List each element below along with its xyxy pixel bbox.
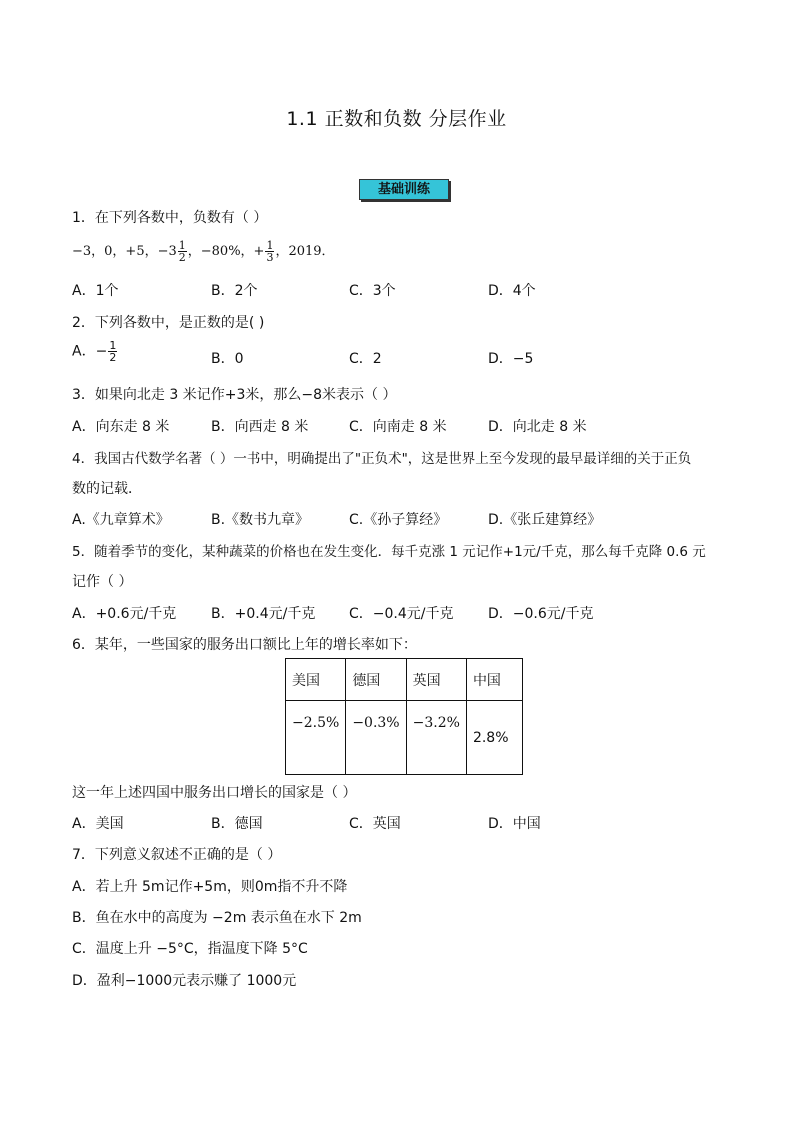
q1-numbers-part-c: ，2019． <box>275 244 335 259</box>
q4-option-c: C.《孙子算经》 <box>349 512 448 528</box>
q1-frac1-numerator: 1 <box>178 239 186 252</box>
table-header-uk: 英国 <box>406 659 466 701</box>
q6-option-a: A．美国 <box>72 816 124 832</box>
q6-option-b: B．德国 <box>211 816 263 832</box>
table-value-usa: −2.5% <box>286 701 346 775</box>
q7-option-c: C．温度上升 −5°C，指温度下降 5°C <box>72 941 308 957</box>
q2-option-a <box>72 340 118 363</box>
q5-option-c: C．−0.4元/千克 <box>349 606 454 622</box>
table-header-row <box>286 659 523 701</box>
q2-option-a-fraction <box>108 340 117 363</box>
q1-fraction-1 <box>178 240 187 263</box>
table-value-uk: −3.2% <box>406 701 466 775</box>
question-6-question: 这一年上述四国中服务出口增长的国家是（ ） <box>72 785 357 801</box>
table-header-china: 中国 <box>466 659 522 701</box>
q1-frac1-denominator: 2 <box>178 251 186 264</box>
q1-option-c: C．3个 <box>349 283 396 299</box>
table-value-row <box>286 701 523 775</box>
page-title: 1.1 正数和负数 分层作业 <box>286 108 507 130</box>
question-1-numbers <box>72 240 335 263</box>
q3-option-d: D．向北走 8 米 <box>488 419 587 435</box>
question-6-stem: 6．某年，一些国家的服务出口额比上年的增长率如下： <box>72 637 417 653</box>
question-5-stem-line1: 5．随着季节的变化，某种蔬菜的价格也在发生变化．每千克涨 1 元记作+1元/千克，那么每千克降 0.6 元 <box>72 544 706 560</box>
q1-frac2-denominator: 3 <box>266 251 274 264</box>
question-2-stem: 2．下列各数中，是正数的是( ) <box>72 315 265 331</box>
question-4-stem-line2: 数的记载． <box>72 481 142 497</box>
q3-option-b: B．向西走 8 米 <box>211 419 309 435</box>
q1-option-b: B．2个 <box>211 283 258 299</box>
q1-option-d: D．4个 <box>488 283 536 299</box>
q2-frac-numerator: 1 <box>109 339 117 352</box>
q4-option-b: B.《数书九章》 <box>211 512 310 528</box>
q5-option-b: B．+0.4元/千克 <box>211 606 316 622</box>
q5-option-a: A．+0.6元/千克 <box>72 606 177 622</box>
q2-option-b: B．0 <box>211 351 244 367</box>
q5-option-d: D．−0.6元/千克 <box>488 606 594 622</box>
q6-option-d: D．中国 <box>488 816 541 832</box>
question-7-stem: 7．下列意义叙述不正确的是（ ） <box>72 847 282 863</box>
q3-option-c: C．向南走 8 米 <box>349 419 447 435</box>
q1-frac2-numerator: 1 <box>266 239 274 252</box>
q2-frac-denominator: 2 <box>109 351 117 364</box>
question-5-stem-line2: 记作（ ） <box>72 574 133 590</box>
q4-option-a: A.《九章算术》 <box>72 512 170 528</box>
question-4-stem-line1: 4．我国古代数学名著（ ）一书中，明确提出了"正负术"，这是世界上至今发现的最早最详细的关于正负 <box>72 451 692 467</box>
q1-numbers-part-a: −3，0，+5，−3 <box>72 244 177 259</box>
q1-numbers-part-b: ，−80%，+ <box>187 244 265 259</box>
table-value-china: 2.8% <box>466 701 522 775</box>
q4-option-d: D.《张丘建算经》 <box>488 512 602 528</box>
question-3-stem: 3．如果向北走 3 米记作+3米，那么−8米表示（ ） <box>72 387 397 403</box>
table-header-germany: 德国 <box>346 659 406 701</box>
q3-option-a: A．向东走 8 米 <box>72 419 170 435</box>
growth-rate-table <box>285 658 523 775</box>
q1-option-a: A．1个 <box>72 283 119 299</box>
question-1-stem: 1．在下列各数中，负数有（ ） <box>72 210 268 226</box>
q7-option-a: A．若上升 5m记作+5m，则0m指不升不降 <box>72 879 348 895</box>
q2-option-d: D．−5 <box>488 351 534 367</box>
q7-option-b: B．鱼在水中的高度为 −2m 表示鱼在水下 2m <box>72 910 362 926</box>
q1-fraction-2 <box>265 240 274 263</box>
section-label: 基础训练 <box>359 179 449 200</box>
q2-option-a-prefix: A．− <box>72 343 108 360</box>
q2-option-c: C．2 <box>349 351 382 367</box>
table-header-usa: 美国 <box>286 659 346 701</box>
table-value-germany: −0.3% <box>346 701 406 775</box>
q6-option-c: C．英国 <box>349 816 401 832</box>
q7-option-d: D．盈利−1000元表示赚了 1000元 <box>72 973 297 989</box>
